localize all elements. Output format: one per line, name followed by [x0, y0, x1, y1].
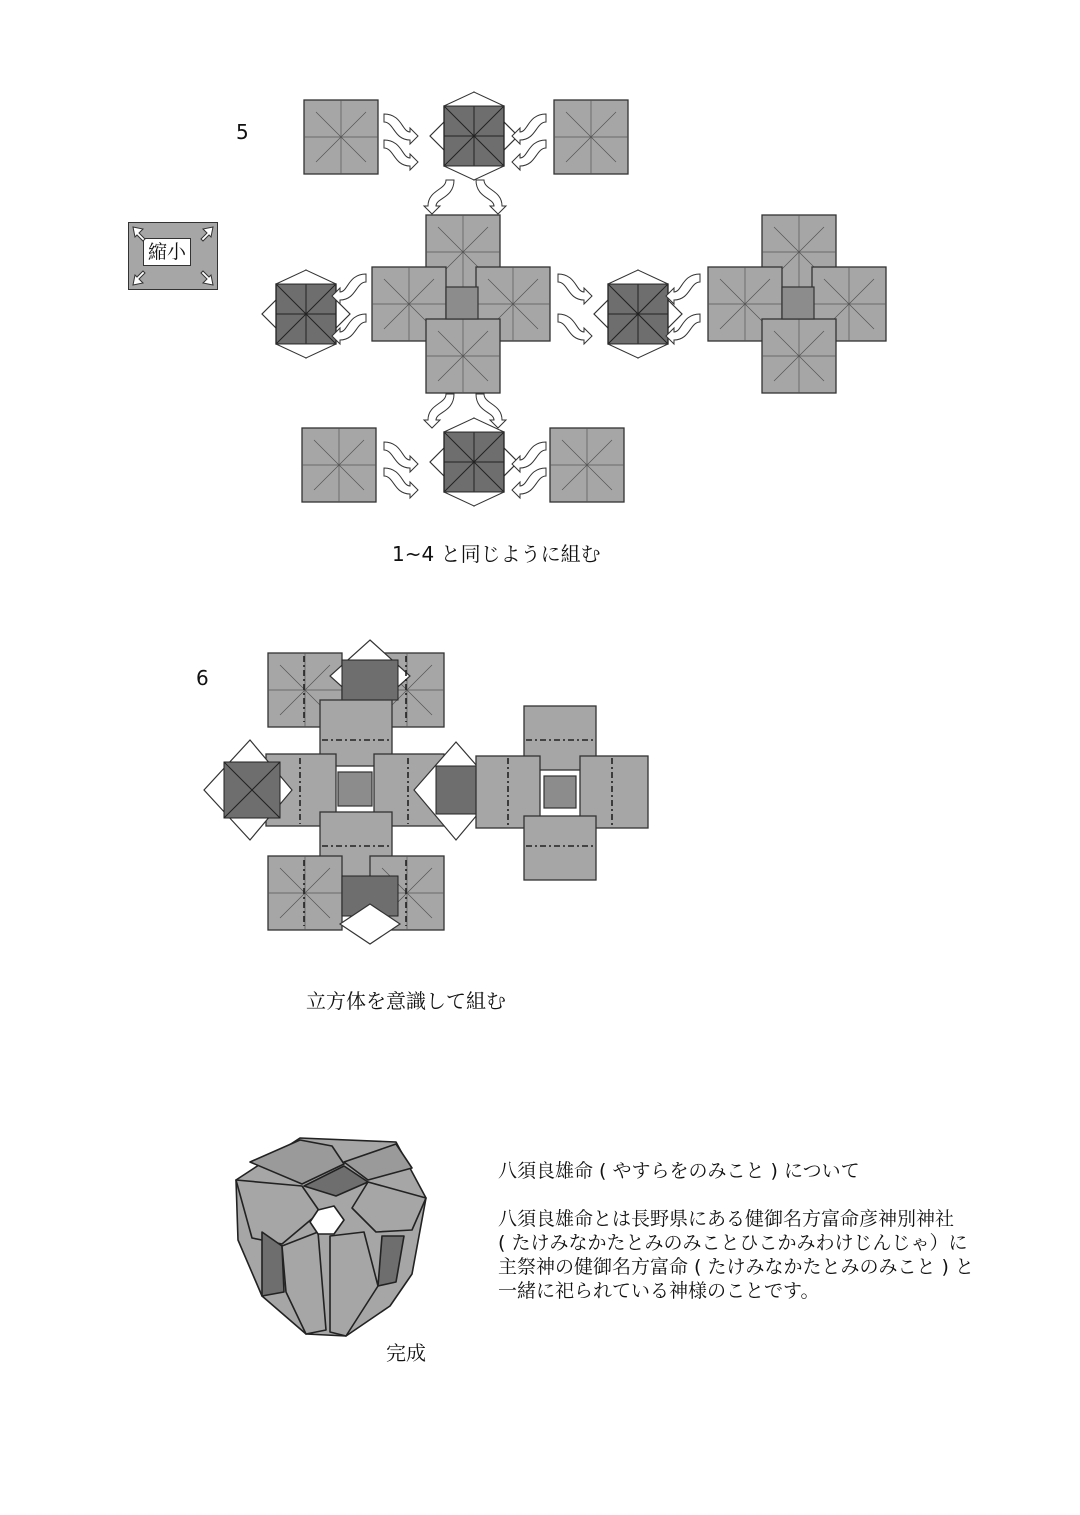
step-6-number: 6: [196, 666, 209, 690]
step-6-diagram: [204, 640, 648, 944]
shrink-label: 縮小: [143, 238, 191, 266]
step-5-number: 5: [236, 120, 249, 144]
finished-label: 完成: [386, 1341, 426, 1365]
finished-cube: [236, 1138, 426, 1336]
step-5-diagram: [262, 92, 886, 506]
info-title: 八須良雄命 ( やすらをのみこと ) について: [498, 1160, 860, 1182]
info-body: 八須良雄命とは長野県にある健御名方富命彦神別神社 ( たけみなかたとみのみことひこかみわけじんじゃ）に 主祭神の健御名方富命 ( たけみなかたとみのみこと ) と 一緒に祀られている神様のことです。: [498, 1208, 974, 1302]
step-5-caption: 1~4 と同じように組む: [392, 542, 601, 566]
step-6-caption: 立方体を意識して組む: [306, 989, 506, 1013]
